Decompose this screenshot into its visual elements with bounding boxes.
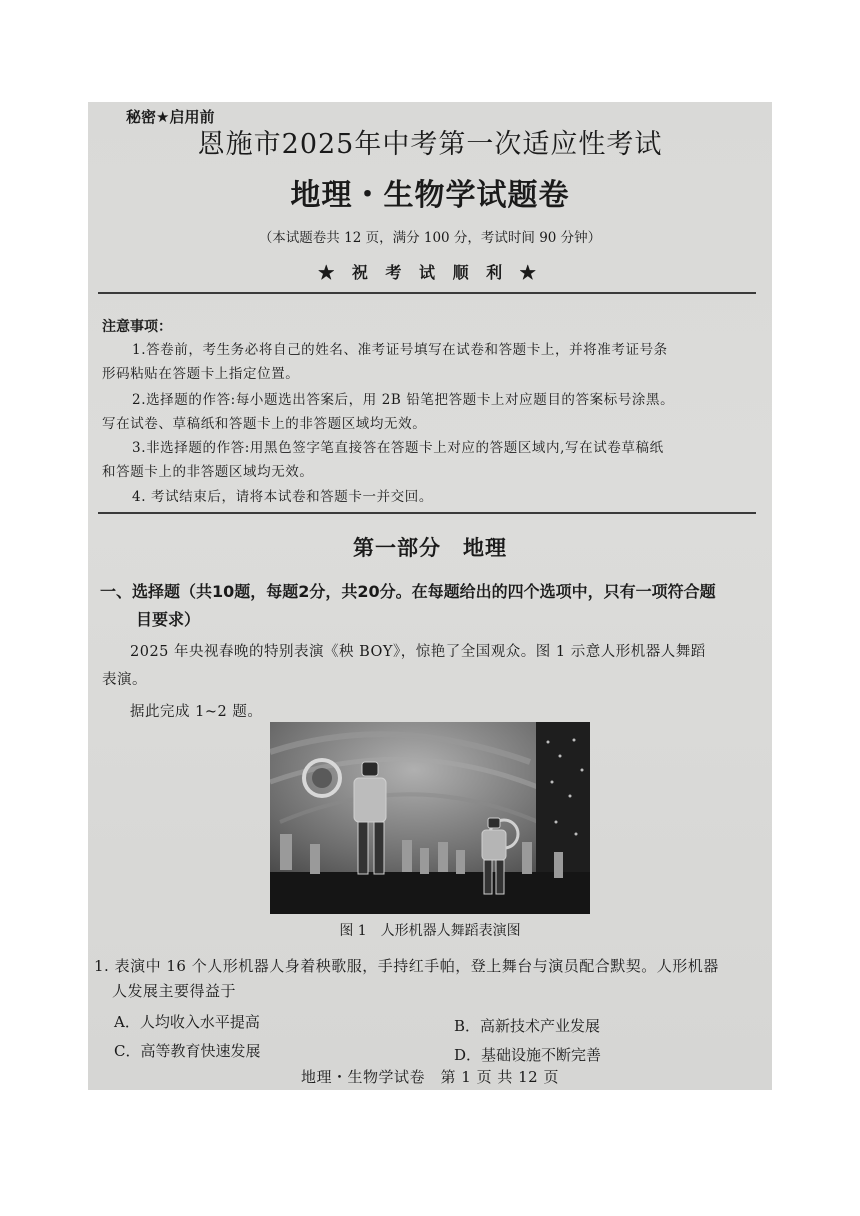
- robot-dance-image: [270, 722, 590, 914]
- option-d: D．基础设施不断完善: [454, 1046, 602, 1064]
- option-a: A．人均收入水平提高: [114, 1013, 260, 1031]
- secret-label: 秘密★启用前: [126, 108, 215, 126]
- paper-title: 地理・生物学试题卷: [290, 178, 570, 213]
- intro-instruction: 据此完成 1~2 题。: [130, 704, 263, 720]
- note-line: 形码粘贴在答题卡上指定位置。: [102, 366, 300, 382]
- section-heading-cont: 目要求）: [136, 610, 201, 629]
- exam-title: 恩施市2025年中考第一次适应性考试: [197, 129, 663, 160]
- good-luck-wish: ★ 祝 考 试 顺 利 ★: [318, 263, 542, 282]
- figure-caption: 图 1 人形机器人舞蹈表演图: [339, 923, 521, 939]
- divider-top: [98, 292, 756, 294]
- paper-info: （本试题卷共 12 页，满分 100 分，考试时间 90 分钟）: [258, 230, 602, 246]
- section-heading: 一、选择题（共10题，每题2分，共20分。在每题给出的四个选项中，只有一项符合题: [100, 582, 716, 601]
- note-line: 1.答卷前，考生务必将自己的姓名、准考证号填写在试卷和答题卡上，并将准考证号条: [132, 342, 668, 358]
- note-line: 4. 考试结束后，请将本试卷和答题卡一并交回。: [132, 489, 433, 505]
- notes-heading: 注意事项：: [102, 319, 172, 335]
- divider-bottom: [98, 512, 756, 514]
- question-1-stem-cont: 人发展主要得益于: [112, 982, 237, 1000]
- exam-paper: [88, 102, 772, 1090]
- part-title: 第一部分 地理: [353, 536, 507, 560]
- note-line: 和答题卡上的非答题区域均无效。: [102, 464, 314, 480]
- question-1-stem: 1. 表演中 16 个人形机器人身着秧歌服，手持红手帕，登上舞台与演员配合默契。人形机器: [94, 957, 719, 975]
- option-c: C．高等教育快速发展: [114, 1042, 261, 1060]
- note-line: 3.非选择题的作答:用黑色签字笔直接答在答题卡上对应的答题区域内,写在试卷草稿纸: [132, 440, 664, 456]
- page-footer: 地理・生物学试卷 第 1 页 共 12 页: [301, 1068, 559, 1086]
- robot-dance-photo: [270, 722, 590, 914]
- option-b: B．高新技术产业发展: [454, 1017, 601, 1035]
- note-line: 写在试卷、草稿纸和答题卡上的非答题区域均无效。: [102, 416, 427, 432]
- intro-paragraph-cont: 表演。: [102, 672, 147, 688]
- intro-paragraph: 2025 年央视春晚的特别表演《秧 BOY》，惊艳了全国观众。图 1 示意人形机器人舞蹈: [130, 644, 706, 660]
- note-line: 2.选择题的作答:每小题选出答案后，用 2B 铅笔把答题卡上对应题目的答案标号涂黑。: [132, 392, 675, 408]
